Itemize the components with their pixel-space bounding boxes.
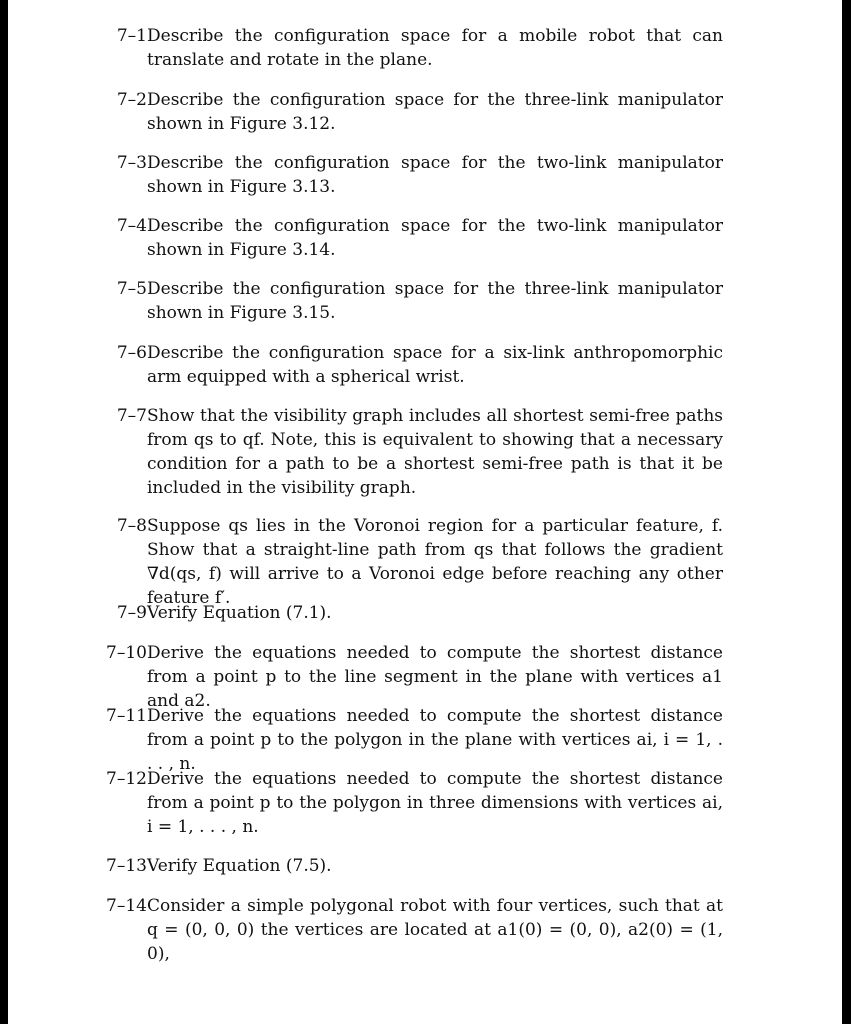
exercise-number: 7–8 xyxy=(116,516,147,536)
exercise-text: Derive the equations needed to compute the shortest distance from a point p to the polygon in three dimensions with vertices ai, i = 1, . . . , n. xyxy=(147,769,723,837)
exercise-number: 7–9 xyxy=(116,603,147,623)
exercise-number: 7–4 xyxy=(116,216,147,236)
exercise-text: Describe the configuration space for the three-link manipulator shown in Figure 3.15. xyxy=(147,279,723,323)
exercise-number: 7–5 xyxy=(116,279,147,299)
exercise-text: Derive the equations needed to compute the shortest distance from a point p to the polygon in the plane with vertices ai, i = 1, . . . , n. xyxy=(147,706,723,774)
exercise-number: 7–2 xyxy=(116,90,147,110)
document-page xyxy=(8,0,842,1024)
exercise-number: 7–1 xyxy=(116,26,147,46)
exercise-number: 7–14 xyxy=(106,896,147,916)
exercise-text: Suppose qs lies in the Voronoi region for a particular feature, f. Show that a straight-line path from qs that follows the gradient ∇d(qs, f) will arrive to a Voronoi edge before reaching any other feature f′. xyxy=(147,516,723,608)
exercise-number: 7–11 xyxy=(106,706,147,726)
exercise-text: Show that the visibility graph includes all shortest semi-free paths from qs to qf. Note, this is equivalent to showing that a necessary condition for a path to be a shortest semi-free path is that it be included in the visibility graph. xyxy=(147,406,723,498)
exercise-text: Describe the configuration space for a mobile robot that can translate and rotate in the plane. xyxy=(147,26,723,70)
exercise-text: Describe the configuration space for the three-link manipulator shown in Figure 3.12. xyxy=(147,90,723,134)
exercise-text: Verify Equation (7.1). xyxy=(147,603,332,623)
exercise-text: Verify Equation (7.5). xyxy=(147,856,332,876)
exercise-text: Describe the configuration space for a six-link anthropomorphic arm equipped with a spherical wrist. xyxy=(147,343,723,387)
exercise-number: 7–13 xyxy=(106,856,147,876)
exercise-text: Derive the equations needed to compute the shortest distance from a point p to the line segment in the plane with vertices a1 and a2. xyxy=(147,643,723,711)
exercise-number: 7–6 xyxy=(116,343,147,363)
exercise-number: 7–10 xyxy=(106,643,147,663)
exercise-number: 7–12 xyxy=(106,769,147,789)
exercise-text: Consider a simple polygonal robot with four vertices, such that at q = (0, 0, 0) the vertices are located at a1(0) = (0, 0), a2(0) = (1, 0), xyxy=(147,896,723,964)
exercise-text: Describe the configuration space for the two-link manipulator shown in Figure 3.14. xyxy=(147,216,723,260)
exercise-number: 7–7 xyxy=(116,406,147,426)
exercise-text: Describe the configuration space for the two-link manipulator shown in Figure 3.13. xyxy=(147,153,723,197)
exercise-number: 7–3 xyxy=(116,153,147,173)
